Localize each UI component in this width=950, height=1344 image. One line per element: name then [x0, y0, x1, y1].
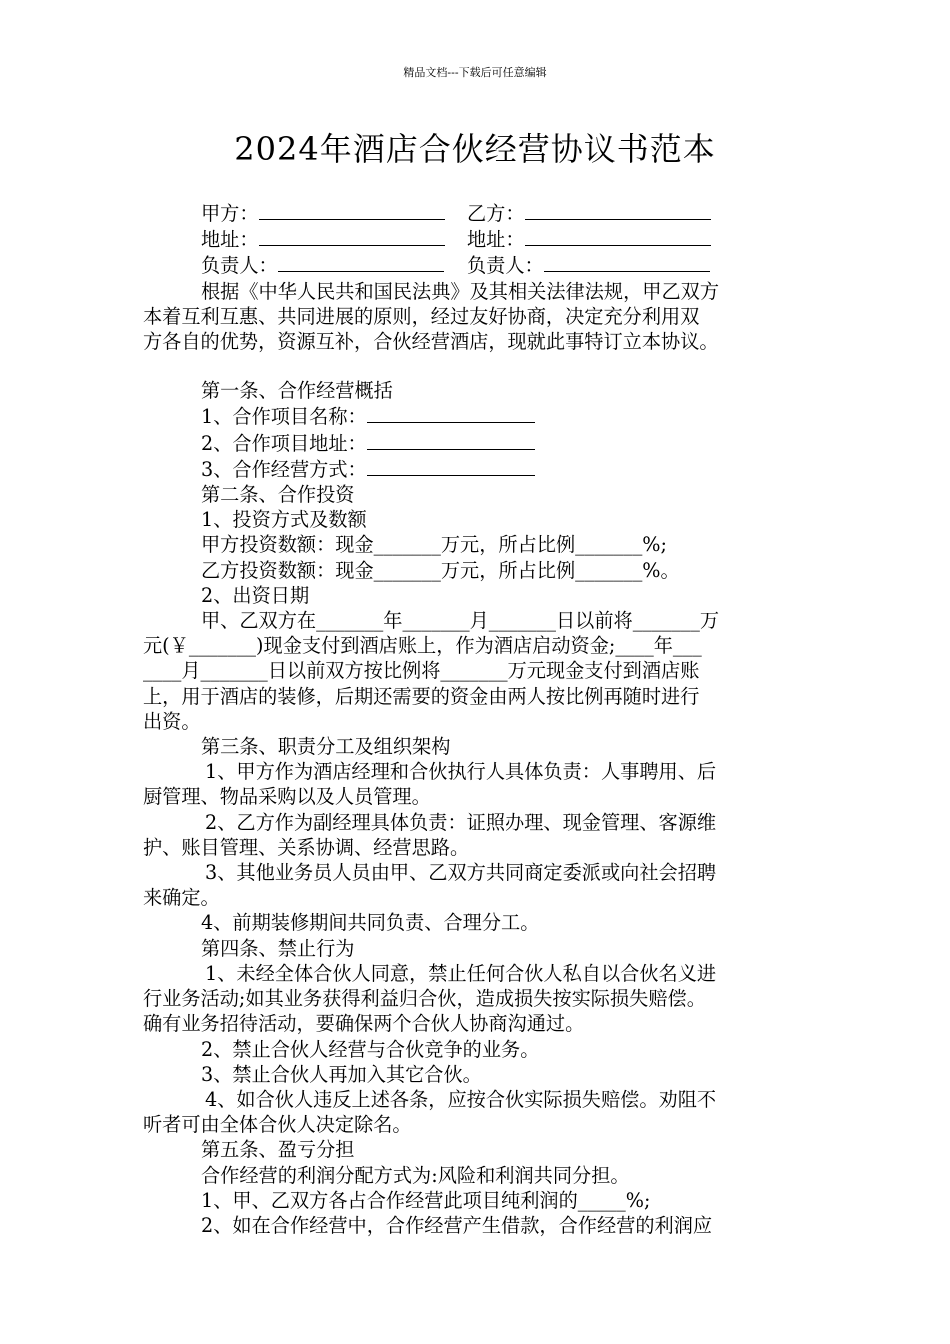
- section-heading: 第五条、盈亏分担: [201, 1138, 355, 1162]
- section-heading: 第一条、合作经营概括: [201, 379, 393, 403]
- item-label: 3、合作经营方式：: [201, 457, 367, 481]
- blank-field: [259, 226, 445, 246]
- item-label: 1、合作项目名称：: [201, 405, 367, 429]
- paragraph-line: 行业务活动;如其业务获得利益归合伙，造成损失按实际损失赔偿。: [143, 987, 706, 1011]
- page-header: 精品文档---下载后可任意编辑: [403, 66, 547, 79]
- party-row-name: [143, 200, 808, 226]
- blank-field: [525, 226, 711, 246]
- blank-field: [525, 200, 711, 220]
- paragraph-line: 元(￥_______)现金支付到酒店账上，作为酒店启动资金;____年___: [143, 634, 702, 658]
- paragraph-line: 乙方投资数额：现金_______万元，所占比例_______%。: [201, 558, 680, 582]
- paragraph-line: 来确定。: [143, 886, 220, 910]
- document-title: 2024年酒店合伙经营协议书范本: [234, 130, 716, 168]
- paragraph-line: 2、出资日期: [201, 583, 310, 607]
- item-label: 2、合作项目地址：: [201, 431, 367, 455]
- party-row-contact: [143, 252, 808, 278]
- blank-field: [278, 252, 444, 272]
- paragraph-line: 1、甲、乙双方各占合作经营此项目纯利润的_____%;: [201, 1188, 651, 1212]
- paragraph-line: 出资。: [143, 709, 201, 733]
- paragraph-line: 本着互利互惠、共同进展的原则，经过友好协商，决定充分利用双: [143, 304, 700, 328]
- blank-field: [367, 403, 535, 423]
- blank-field: [544, 252, 710, 272]
- section-heading: 第四条、禁止行为: [201, 936, 355, 960]
- paragraph-line: 2、禁止合伙人经营与合伙竞争的业务。: [201, 1037, 540, 1061]
- blank-field: [259, 200, 445, 220]
- party-a-address-label: 地址：: [201, 228, 259, 252]
- paragraph-line: 1、未经全体合伙人同意，禁止任何合伙人私自以合伙名义进: [205, 961, 717, 985]
- paragraph-line: 4、如合伙人违反上述各条，应按合伙实际损失赔偿。劝阻不: [205, 1087, 717, 1111]
- party-a-contact-label: 负责人：: [201, 254, 278, 278]
- paragraph-line: 根据《中华人民共和国民法典》及其相关法律法规，甲乙双方: [201, 279, 720, 303]
- party-b-contact-label: 负责人：: [467, 254, 544, 278]
- paragraph-line: 方各自的优势，资源互补，合伙经营酒店，现就此事特订立本协议。: [143, 330, 719, 354]
- paragraph-line: 2、乙方作为副经理具体负责：证照办理、现金管理、客源维: [205, 810, 717, 834]
- blank-field: [367, 430, 535, 450]
- paragraph-line: 上，用于酒店的装修，后期还需要的资金由两人按比例再随时进行: [143, 684, 700, 708]
- paragraph-line: ____月_______日以前双方按比例将_______万元现金支付到酒店账: [143, 659, 700, 683]
- paragraph-line: 1、甲方作为酒店经理和合伙执行人具体负责：人事聘用、后: [205, 760, 717, 784]
- blank-field: [367, 456, 535, 476]
- paragraph-line: 甲、乙双方在_______年_______月_______日以前将_______万: [201, 609, 720, 633]
- paragraph-line: 1、投资方式及数额: [201, 508, 367, 532]
- paragraph-line: 确有业务招待活动，要确保两个合伙人协商沟通过。: [143, 1012, 585, 1036]
- paragraph-line: 护、账目管理、关系协调、经营思路。: [143, 835, 470, 859]
- paragraph-line: 合作经营的利润分配方式为:风险和利润共同分担。: [201, 1163, 630, 1187]
- party-b-address-label: 地址：: [467, 228, 525, 252]
- document-body: [143, 200, 808, 1238]
- party-b-label: 乙方：: [467, 202, 525, 225]
- paragraph-line: 3、禁止合伙人再加入其它合伙。: [201, 1062, 482, 1086]
- paragraph-line: 甲方投资数额：现金_______万元，所占比例_______%;: [201, 533, 668, 557]
- paragraph-line: 听者可由全体合伙人决定除名。: [143, 1113, 412, 1137]
- paragraph-line: 3、其他业务员人员由甲、乙双方共同商定委派或向社会招聘: [205, 861, 717, 885]
- party-row-address: [143, 226, 808, 252]
- party-a-label: 甲方：: [201, 202, 259, 225]
- paragraph-line: 厨管理、物品采购以及人员管理。: [143, 785, 431, 809]
- section-heading: 第三条、职责分工及组织架构: [201, 735, 451, 759]
- section-heading: 第二条、合作投资: [201, 483, 355, 507]
- paragraph-line: 4、前期装修期间共同负责、合理分工。: [201, 911, 540, 935]
- paragraph-line: 2、如在合作经营中，合作经营产生借款，合作经营的利润应: [201, 1213, 713, 1237]
